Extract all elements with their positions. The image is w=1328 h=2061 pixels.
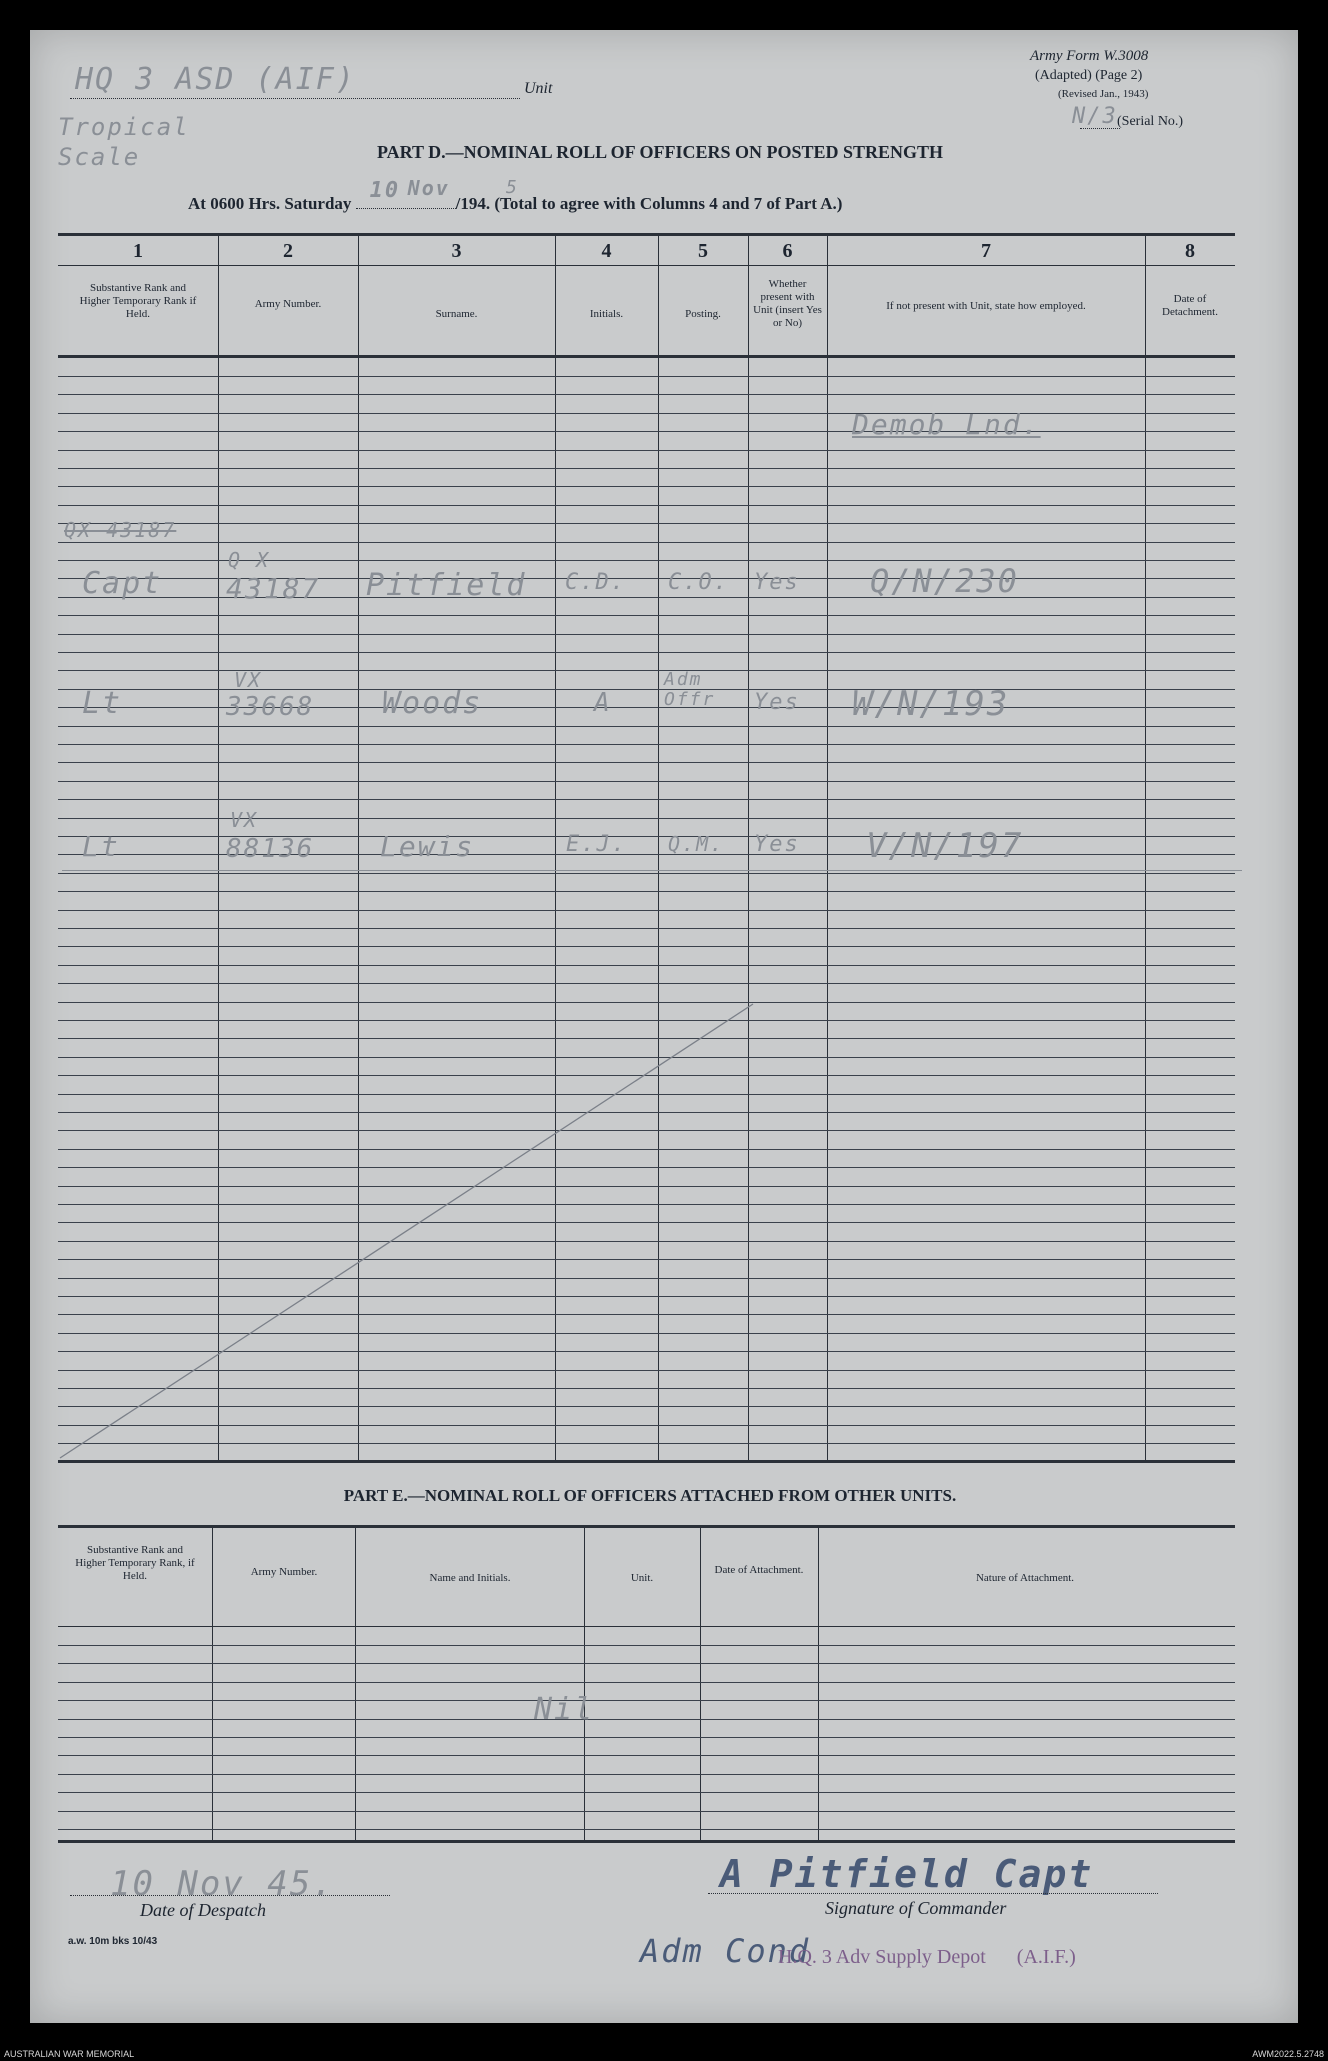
ruled-line <box>58 946 1235 947</box>
part-d-header-bottom <box>58 355 1235 358</box>
col-2-caption: Army Number. <box>254 298 322 310</box>
row-1-rank-struck: QX 43187 <box>64 518 177 542</box>
ruled-line <box>58 781 1235 782</box>
ruled-line <box>58 965 1235 966</box>
ruled-line <box>58 652 1235 653</box>
footer-left: AUSTRALIAN WAR MEMORIAL <box>4 2049 135 2059</box>
col-4-caption: Initials. <box>589 308 624 320</box>
date-day-handwritten: 10 <box>369 178 401 203</box>
demob-handwritten: Demob Lnd. <box>852 408 1041 441</box>
ruled-line <box>58 983 1235 984</box>
col-divider <box>827 233 828 1461</box>
part-e-header-bottom <box>58 1626 1235 1627</box>
ruled-line <box>58 1719 1235 1720</box>
part-e-col-name: Name and Initials. <box>429 1572 511 1584</box>
col-8-caption: Date of Detachment. <box>1162 293 1218 318</box>
col-8-number: 8 <box>1185 240 1195 262</box>
unit-line <box>70 98 520 99</box>
row-2-army-no: 33668 <box>226 692 315 722</box>
col-4-number: 4 <box>601 240 612 262</box>
unit-stamp <box>778 1946 1076 1969</box>
row-1-surname: Pitfield <box>366 568 527 603</box>
col-divider <box>1145 233 1146 1461</box>
part-d-title: PART D.—NOMINAL ROLL OF OFFICERS ON POSTED STRENGTH <box>376 142 944 162</box>
ruled-line <box>58 542 1235 543</box>
ruled-line <box>58 634 1235 635</box>
ruled-line <box>58 394 1235 395</box>
date-year-handwritten: 5 <box>506 177 519 198</box>
row-1-initials: C.D. <box>565 570 626 595</box>
ruled-line <box>58 726 1235 727</box>
col-7-caption: If not present with Unit, state how employed. <box>886 300 1086 312</box>
part-d-top-border <box>58 233 1235 236</box>
col-2-number: 2 <box>283 240 293 262</box>
ruled-line <box>58 891 1235 892</box>
unit-handwritten: HQ 3 ASD (AIF) <box>75 62 356 97</box>
ruled-line <box>58 1774 1235 1775</box>
row-1-rank: Capt <box>82 566 163 601</box>
part-e-title: PART E.—NOMINAL ROLL OF OFFICERS ATTACHED FROM OTHER UNITS. <box>343 1486 957 1505</box>
col-6-caption: Whether present with Unit (insert Yes or No) <box>753 278 822 329</box>
side-note-handwritten: Tropical Scale <box>58 113 190 171</box>
row-3-army-no: 88136 <box>226 834 315 864</box>
row-2-army-prefix: VX <box>234 668 263 692</box>
col-3-number: 3 <box>451 240 462 262</box>
date-month-handwritten: Nov <box>407 176 450 200</box>
part-e-col-army-number: Army Number. <box>250 1566 318 1578</box>
army-form-label: Army Form W.3008 <box>1030 48 1149 64</box>
ruled-line <box>58 744 1235 745</box>
part-d-number-divider <box>58 265 1235 266</box>
cancel-diagonal-line <box>58 1000 758 1460</box>
row-3-posting: Q.M. <box>668 832 725 856</box>
signature-handwritten: A Pitfield Capt <box>720 1852 1094 1896</box>
ruled-line <box>58 1755 1235 1756</box>
row-3-strike-line <box>62 870 1242 871</box>
ruled-line <box>58 1645 1235 1646</box>
ruled-line <box>58 910 1235 911</box>
row-1-army-no: 43187 <box>226 572 321 605</box>
part-e-bottom-border <box>58 1840 1235 1843</box>
ruled-line <box>58 505 1235 506</box>
ruled-line <box>58 413 1235 414</box>
row-1-army-prefix: Q X <box>228 548 271 572</box>
revised-label: (Revised Jan., 1943) <box>1058 88 1149 100</box>
stamp-text: H.Q. 3 Adv Supply Depot <box>778 1946 986 1968</box>
ruled-line <box>58 1829 1235 1830</box>
stamp-suffix: (A.I.F.) <box>1016 1946 1076 1968</box>
row-2-rank: Lt <box>82 686 123 721</box>
ruled-line <box>58 450 1235 451</box>
despatch-date-handwritten: 10 Nov 45. <box>110 1864 335 1904</box>
ruled-line <box>58 615 1235 616</box>
col-7-number: 7 <box>981 240 991 262</box>
serial-label: (Serial No.) <box>1117 114 1184 129</box>
row-3-employed: V/N/197 <box>866 826 1024 866</box>
row-2-initials: A <box>594 688 612 718</box>
date-of-despatch-label: Date of Despatch <box>140 1900 266 1920</box>
ruled-line <box>58 468 1235 469</box>
ruled-line <box>58 1682 1235 1683</box>
row-3-initials: E.J. <box>566 832 627 857</box>
ruled-line <box>58 762 1235 763</box>
part-d-bottom-border <box>58 1460 1235 1463</box>
part-e-col-date: Date of Attachment. <box>714 1564 804 1576</box>
row-2-employed: W/N/193 <box>852 684 1010 724</box>
at-line-prefix: At 0600 Hrs. Saturday <box>188 194 352 213</box>
part-e-col-rank: Substantive Rank and Higher Temporary Rank, if Held. <box>75 1544 195 1582</box>
row-1-employed: Q/N/230 <box>870 562 1019 600</box>
part-e-col-nature: Nature of Attachment. <box>975 1572 1075 1584</box>
adm-cond-handwritten: Adm Cond <box>640 1932 811 1970</box>
row-2-surname: Woods <box>382 686 483 721</box>
ruled-line <box>58 1663 1235 1664</box>
col-1-caption: Substantive Rank and Higher Temporary Rank if Held. <box>79 282 197 320</box>
at-line-suffix: . (Total to agree with Columns 4 and 7 of Part A.) <box>485 194 843 213</box>
unit-label: Unit <box>524 80 553 97</box>
ruled-line <box>58 1792 1235 1793</box>
ruled-line <box>58 1737 1235 1738</box>
part-e-top-border <box>58 1525 1235 1528</box>
archive-strip <box>0 2023 1328 2061</box>
ruled-line <box>58 523 1235 524</box>
row-1-posting: C.O. <box>668 570 729 595</box>
ruled-line <box>58 873 1235 874</box>
row-3-surname: Lewis <box>380 830 475 863</box>
signature-line <box>708 1893 1158 1894</box>
part-e-col-unit: Unit. <box>630 1572 654 1584</box>
col-3-caption: Surname. <box>435 308 478 320</box>
ruled-line <box>58 431 1235 432</box>
ruled-line <box>58 1700 1235 1701</box>
print-code: a.w. 10m bks 10/43 <box>68 1936 158 1947</box>
row-3-army-prefix: VX <box>230 808 259 832</box>
row-2-present: Yes <box>754 690 800 715</box>
at-line-year: /194 <box>455 194 486 213</box>
at-line-date <box>356 176 456 209</box>
adapted-label: (Adapted) (Page 2) <box>1035 68 1143 83</box>
col-6-number: 6 <box>782 240 793 262</box>
row-3-rank: Lt <box>82 830 120 863</box>
ruled-line <box>58 1811 1235 1812</box>
col-5-number: 5 <box>698 240 708 262</box>
row-3-present: Yes <box>754 832 800 857</box>
row-1-present: Yes <box>754 570 800 595</box>
col-1-number: 1 <box>133 240 143 262</box>
despatch-line <box>70 1895 390 1896</box>
signature-label: Signature of Commander <box>825 1898 1007 1918</box>
row-2-posting: Adm Offr <box>664 669 716 710</box>
ruled-line <box>58 928 1235 929</box>
nil-handwritten: Nil <box>534 1692 595 1727</box>
ruled-line <box>58 799 1235 800</box>
col-5-caption: Posting. <box>685 308 721 320</box>
serial-handwritten: N/3 <box>1072 104 1118 129</box>
ruled-line <box>58 486 1235 487</box>
footer-right: AWM2022.5.2748 <box>1252 2049 1324 2059</box>
ruled-line <box>58 376 1235 377</box>
